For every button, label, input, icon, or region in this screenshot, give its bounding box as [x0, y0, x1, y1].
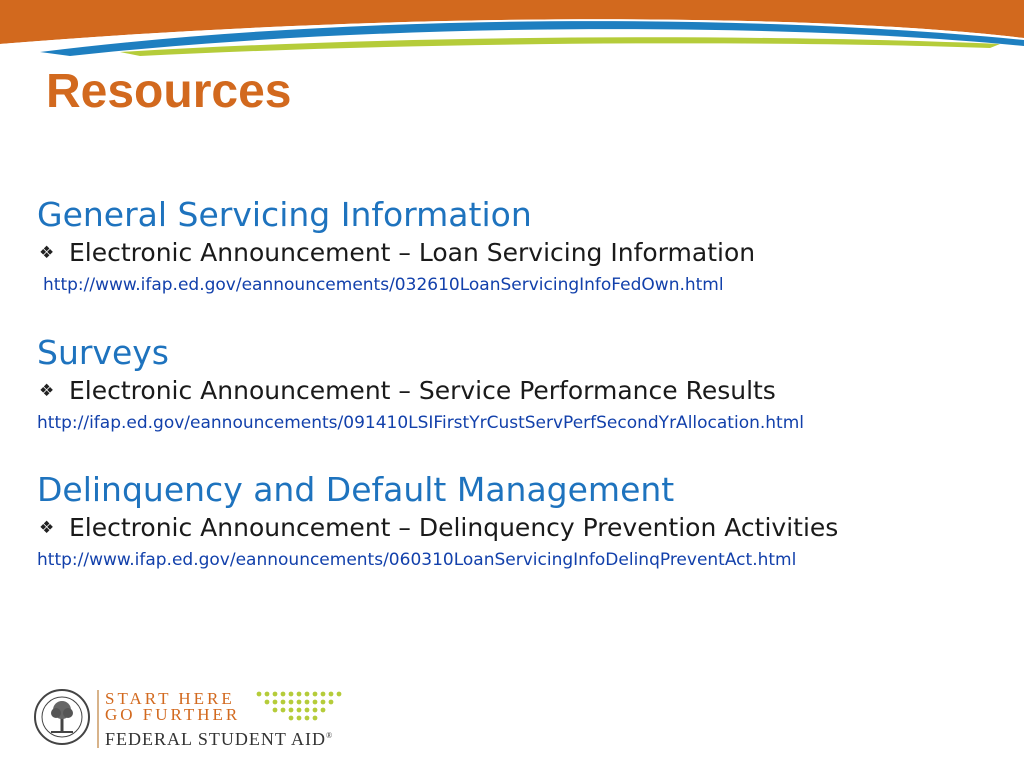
section-heading: Surveys: [37, 333, 169, 372]
section-surveys: [37, 334, 1017, 434]
header-band: [0, 0, 1024, 60]
diamond-bullet-icon: ❖: [39, 518, 55, 538]
bullet-text: Electronic Announcement – Delinquency Prevention Activities: [69, 513, 839, 542]
federal-student-aid-logo: [33, 688, 353, 754]
slide-title: Resources: [46, 65, 292, 118]
section-general-servicing: [37, 196, 1017, 296]
bullet-item: [37, 511, 1017, 545]
dot-grid-icon: [255, 690, 345, 724]
bullet-text: Electronic Announcement – Service Performance Results: [69, 376, 776, 405]
logo-divider: [97, 690, 99, 748]
section-delinquency-default: [37, 471, 1017, 571]
bullet-item: [37, 236, 1017, 270]
section-heading: Delinquency and Default Management: [37, 470, 675, 509]
tagline-start-here: START HERE: [105, 689, 235, 708]
section-heading: General Servicing Information: [37, 195, 532, 234]
announcement-link[interactable]: http://www.ifap.ed.gov/eannouncements/060310LoanServicingInfoDelinqPreventAct.html: [37, 550, 797, 570]
bullet-item: [37, 374, 1017, 408]
diamond-bullet-icon: ❖: [39, 381, 55, 401]
bullet-text: Electronic Announcement – Loan Servicing Information: [69, 238, 756, 267]
department-of-education-seal-icon: [33, 688, 91, 746]
announcement-link[interactable]: http://www.ifap.ed.gov/eannouncements/032610LoanServicingInfoFedOwn.html: [43, 275, 724, 295]
announcement-link[interactable]: http://ifap.ed.gov/eannouncements/091410LSIFirstYrCustServPerfSecondYrAllocation.html: [37, 413, 804, 433]
diamond-bullet-icon: ❖: [39, 243, 55, 263]
tagline-go-further: GO FURTHER: [105, 705, 241, 724]
tagline-federal-student-aid: FEDERAL STUDENT AID®: [105, 729, 334, 749]
